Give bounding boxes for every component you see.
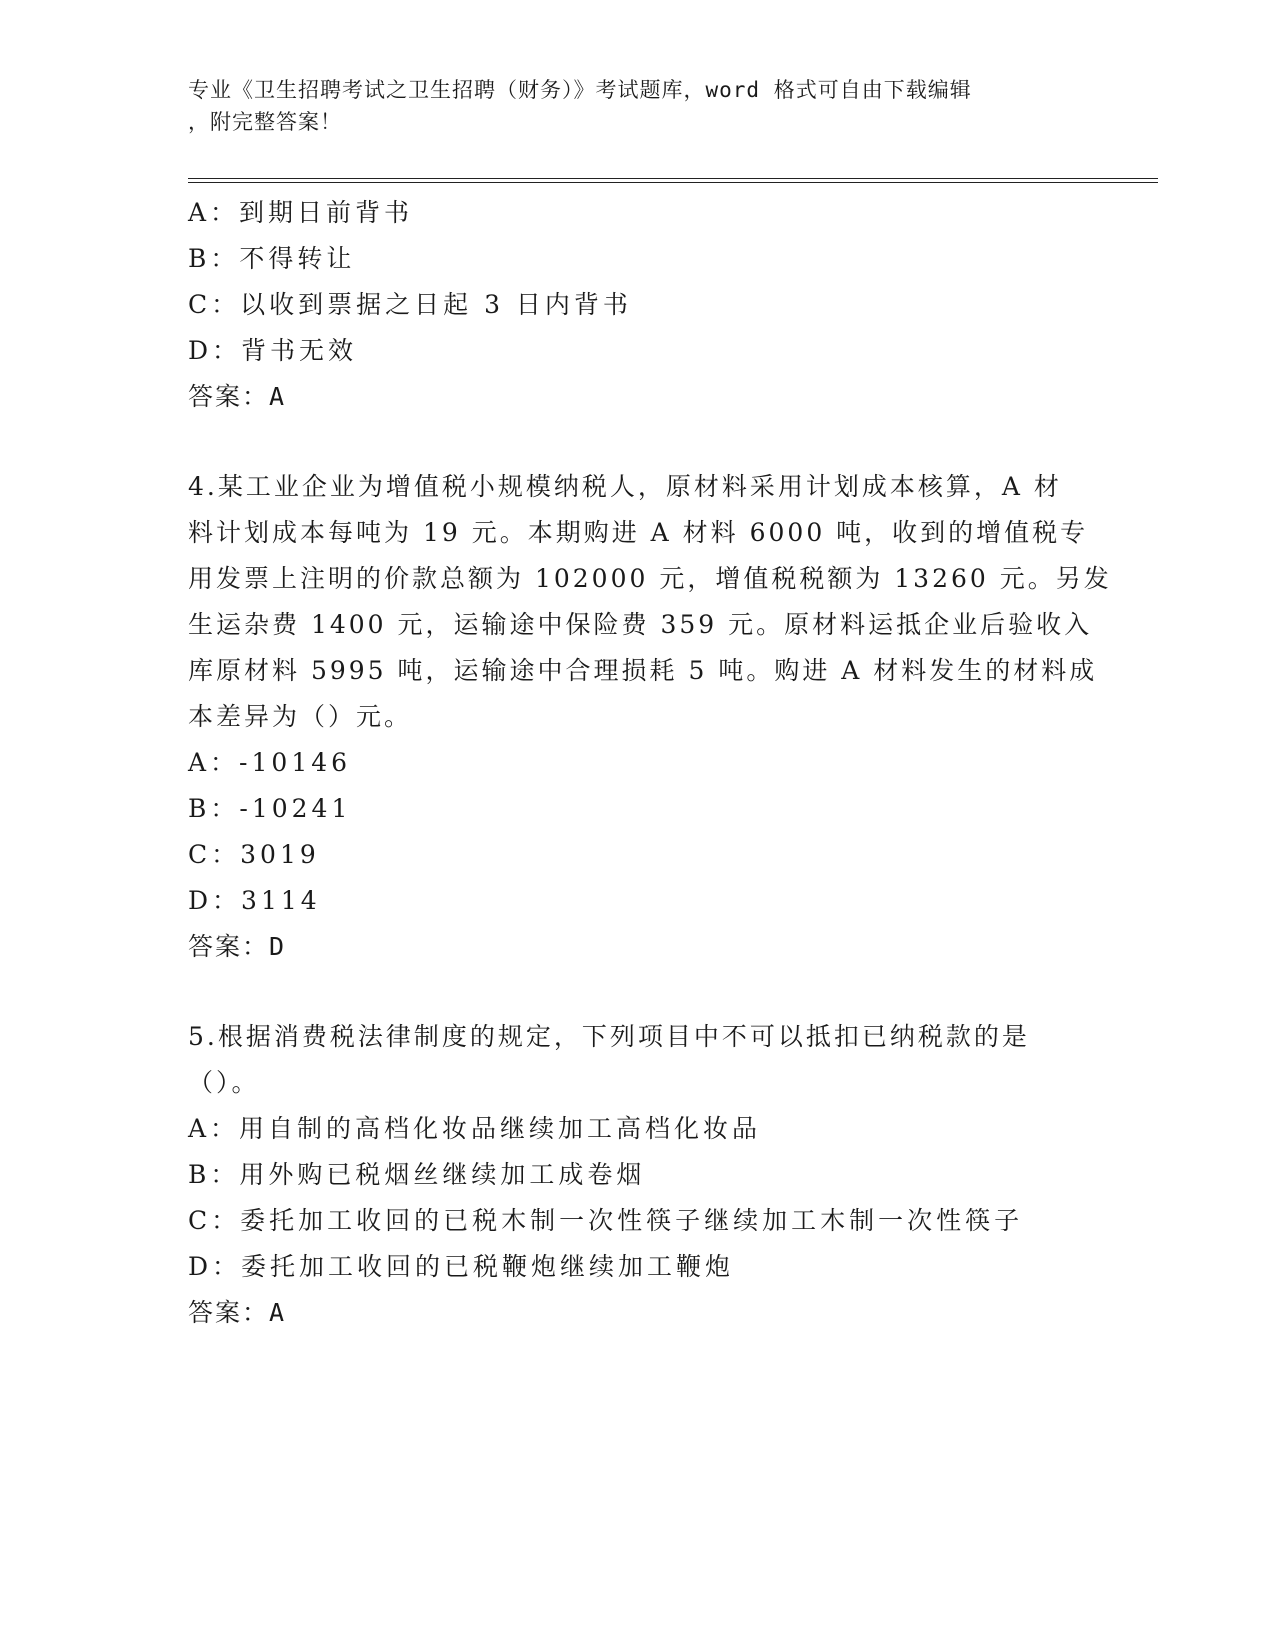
answer-label: 答案： xyxy=(188,1298,270,1327)
header-line-2: ，附完整答案！ xyxy=(188,110,342,134)
stem-line: 库原材料 5995 吨，运输途中合理损耗 5 吨。购进 A 材料发生的材料成 xyxy=(188,656,1098,685)
answer-value: A xyxy=(269,1298,287,1327)
stem-line: 生运杂费 1400 元，运输途中保险费 359 元。原材料运抵企业后验收入 xyxy=(188,610,1093,639)
stem-line: 料计划成本每吨为 19 元。本期购进 A 材料 6000 吨，收到的增值税专 xyxy=(188,518,1089,547)
option-a: A：-10146 xyxy=(188,748,352,777)
option-c: C：以收到票据之日起 3 日内背书 xyxy=(188,290,632,319)
question-stem xyxy=(188,1014,1088,1106)
stem-line: 本差异为（）元。 xyxy=(188,702,413,731)
option-d: D：3114 xyxy=(188,886,321,915)
answer-line xyxy=(188,924,1088,970)
answer-label: 答案： xyxy=(188,932,270,961)
header-divider-top xyxy=(188,178,1158,179)
answer-value: A xyxy=(269,382,287,411)
stem-line: 5.根据消费税法律制度的规定，下列项目中不可以抵扣已纳税款的是 xyxy=(188,1022,1030,1051)
option-d: D：委托加工收回的已税鞭炮继续加工鞭炮 xyxy=(188,1252,735,1281)
option-b: B：用外购已税烟丝继续加工成卷烟 xyxy=(188,1160,646,1189)
stem-line: 4.某工业企业为增值税小规模纳税人，原材料采用计划成本核算，A 材 xyxy=(188,472,1062,501)
header-divider-bottom xyxy=(188,182,1158,183)
question-stem xyxy=(188,464,1112,740)
document-header xyxy=(188,74,1068,138)
option-a: A：用自制的高档化妆品继续加工高档化妆品 xyxy=(188,1114,762,1143)
question-4 xyxy=(188,464,1112,970)
option-c: C：委托加工收回的已税木制一次性筷子继续加工木制一次性筷子 xyxy=(188,1206,1024,1235)
option-d: D：背书无效 xyxy=(188,336,358,365)
stem-line: 用发票上注明的价款总额为 102000 元，增值税税额为 13260 元。另发 xyxy=(188,564,1112,593)
stem-line: （）。 xyxy=(188,1068,260,1097)
question-list xyxy=(188,190,1112,1336)
question-5 xyxy=(188,1014,1088,1336)
spacer xyxy=(188,970,1088,1014)
header-line-1: 专业《卫生招聘考试之卫生招聘（财务）》考试题库，word 格式可自由下载编辑 xyxy=(188,78,972,102)
question-3 xyxy=(188,190,1088,420)
option-b: B：-10241 xyxy=(188,794,352,823)
answer-value: D xyxy=(269,932,287,961)
option-c: C：3019 xyxy=(188,840,320,869)
answer-label: 答案： xyxy=(188,382,270,411)
spacer xyxy=(188,420,1088,464)
option-b: B：不得转让 xyxy=(188,244,356,273)
answer-line xyxy=(188,374,1088,420)
answer-line xyxy=(188,1290,1088,1336)
option-a: A：到期日前背书 xyxy=(188,198,414,227)
